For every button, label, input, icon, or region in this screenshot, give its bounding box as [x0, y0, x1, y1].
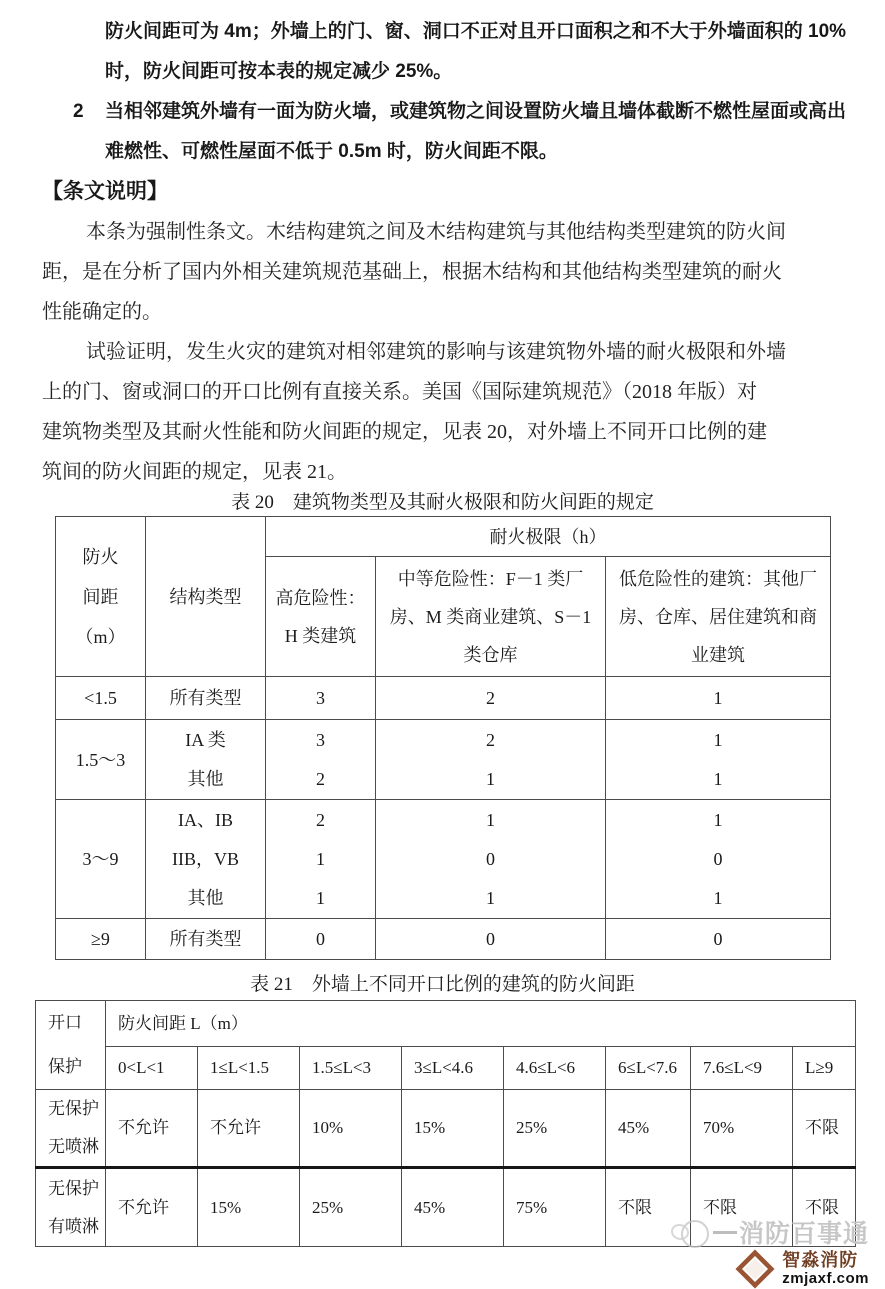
explanation-paragraph-2 [42, 332, 847, 492]
t21-col-header: 1≤L<1.5 [198, 1047, 300, 1090]
t21-col-header: 3≤L<4.6 [402, 1047, 504, 1090]
cell-line: 2 [316, 810, 325, 830]
t20-row-3-9 [56, 800, 831, 919]
cell-line: 1 [713, 730, 723, 750]
t21-cell-value: 25% [300, 1168, 402, 1247]
t21-row-unprotected-unsprinklered [36, 1090, 856, 1168]
header-line: 业建筑 [691, 644, 745, 665]
cell-line: 1 [486, 810, 495, 830]
t21-col-header: 4.6≤L<6 [504, 1047, 606, 1090]
t20-cell-value: 2 [376, 677, 606, 720]
header-line: 开口 [48, 1013, 82, 1032]
t21-header-opening-protection [36, 1001, 106, 1090]
paragraph-line: 上的门、窗或洞口的开口比例有直接关系。美国《国际建筑规范》（2018 年版）对 [42, 381, 757, 403]
header-line: 保护 [48, 1057, 82, 1076]
t21-cell-value: 不允许 [106, 1168, 198, 1247]
t21-cell-value: 45% [606, 1090, 691, 1168]
cell-line: 2 [486, 730, 495, 750]
t20-cell-type: 所有类型 [146, 919, 266, 960]
clause-text-line: 时，防火间距可按本表的规定减少 25%。 [105, 61, 453, 82]
paragraph-line: 距，是在分析了国内外相关建筑规范基础上，根据木结构和其他结构类型建筑的耐火 [42, 261, 782, 283]
mascot-icon [671, 1216, 711, 1248]
t21-cell-value: 75% [504, 1168, 606, 1247]
t21-col-header: 1.5≤L<3 [300, 1047, 402, 1090]
t20-cell-value: 0 [266, 919, 376, 960]
cell-line: 无保护 [48, 1099, 99, 1118]
t21-cell-value: 70% [691, 1090, 793, 1168]
clause-text-line [73, 92, 849, 132]
clause-explanation-heading: 【条文说明】 [42, 180, 168, 203]
cell-line: 0 [713, 849, 723, 869]
t20-cell-distance: <1.5 [56, 677, 146, 720]
table-20-title: 表 20 建筑物类型及其耐火极限和防火间距的规定 [231, 492, 654, 513]
t20-header-structure-type: 结构类型 [146, 517, 266, 677]
t20-cell-value: 3 [266, 677, 376, 720]
t21-header-distance-span: 防火间距 L（m） [106, 1001, 856, 1047]
watermark-site-row [659, 1214, 869, 1250]
t21-col-header: 6≤L<7.6 [606, 1047, 691, 1090]
t21-row-label [36, 1090, 106, 1168]
clause-text: 当相邻建筑外墙有一面为防火墙，或建筑物之间设置防火墙且墙体截断不燃性屋面或高出 [105, 101, 847, 122]
cell-line: 1 [316, 888, 325, 908]
header-line: 类仓库 [463, 644, 518, 665]
t20-cell-value: 1 [606, 677, 831, 720]
cell-line: 1 [713, 888, 723, 908]
cell-line: 1 [713, 810, 723, 830]
t21-cell-value: 25% [504, 1090, 606, 1168]
cell-line: 其他 [187, 888, 224, 908]
header-line: 中等危险性：F－1 类厂 [397, 568, 584, 589]
t20-cell-value [376, 720, 606, 800]
cell-line: IIB，VB [172, 849, 239, 869]
cell-line: IA、IB [178, 810, 233, 830]
table-21-title: 表 21 外墙上不同开口比例的建筑的防火间距 [250, 974, 635, 995]
t21-cell-value: 不限 [793, 1168, 856, 1247]
paragraph-line: 性能确定的。 [42, 301, 162, 323]
brand-logo-icon [736, 1249, 775, 1288]
cell-line: 0 [486, 849, 495, 869]
cell-line: 其他 [187, 769, 224, 789]
t21-cell-value: 10% [300, 1090, 402, 1168]
t21-cell-value: 不允许 [106, 1090, 198, 1168]
clause-item-2 [73, 92, 849, 172]
t21-cell-value: 45% [402, 1168, 504, 1247]
watermark-site-name: 消防百事通 [738, 1220, 869, 1248]
explanation-paragraph-1 [42, 212, 847, 332]
cell-line: 无喷淋 [48, 1137, 99, 1156]
cell-line: 1 [486, 769, 495, 789]
brand-name: 智淼消防 [782, 1250, 859, 1270]
header-line: 高危险性： [275, 587, 366, 608]
t20-cell-type: 所有类型 [146, 677, 266, 720]
t21-col-header: 0<L<1 [106, 1047, 198, 1090]
t21-cell-value: 不限 [691, 1168, 793, 1247]
t20-row-lt1_5 [56, 677, 831, 720]
clause-text-line: 难燃性、可燃性屋面不低于 0.5m 时，防火间距不限。 [105, 141, 558, 162]
t20-row-1_5-3 [56, 720, 831, 800]
clause-text-line: 防火间距可为 4m；外墙上的门、窗、洞口不正对且开口面积之和不大于外墙面积的 10% [105, 21, 847, 42]
paragraph-line: 筑间的防火间距的规定，见表 21。 [42, 461, 347, 483]
t20-row-gte9 [56, 919, 831, 960]
t20-cell-value [606, 800, 831, 919]
brand-text-group [782, 1251, 869, 1287]
header-line: 房、仓库、居住建筑和商 [619, 606, 817, 627]
header-line: 低危险性的建筑：其他厂 [619, 568, 817, 589]
t20-header-medium-hazard [376, 557, 606, 677]
table-21 [35, 1000, 856, 1247]
header-line: H 类建筑 [284, 625, 357, 646]
cell-line: IA 类 [185, 730, 226, 750]
cell-line: 1 [713, 769, 723, 789]
header-line: 房、M 类商业建筑、S－1 [389, 606, 592, 627]
t21-cell-value: 15% [198, 1168, 300, 1247]
clause-item-1-continuation [105, 12, 849, 92]
t20-header-high-hazard [266, 557, 376, 677]
t21-col-header: L≥9 [793, 1047, 856, 1090]
t20-cell-value [266, 720, 376, 800]
t21-col-header: 7.6≤L<9 [691, 1047, 793, 1090]
t20-cell-type [146, 720, 266, 800]
t20-cell-value: 0 [606, 919, 831, 960]
t20-cell-value: 0 [376, 919, 606, 960]
t20-cell-distance: 1.5～3 [56, 720, 146, 800]
cell-line: 有喷淋 [48, 1216, 99, 1236]
mascot-head-shape [681, 1220, 709, 1248]
t20-cell-type [146, 800, 266, 919]
table-20 [55, 516, 831, 960]
header-line: 间距 [82, 586, 119, 607]
paragraph-line: 本条为强制性条文。木结构建筑之间及木结构建筑与其他结构类型建筑的防火间 [86, 221, 786, 243]
t21-cell-value: 不限 [606, 1168, 691, 1247]
t21-cell-value: 15% [402, 1090, 504, 1168]
watermark-brand-row [659, 1251, 869, 1287]
cell-line: 1 [316, 849, 325, 869]
clause-item-number: 2 [73, 101, 84, 122]
t20-cell-distance: 3～9 [56, 800, 146, 919]
cell-line: 2 [316, 769, 325, 789]
header-line: 防火 [82, 546, 119, 567]
t20-cell-value [266, 800, 376, 919]
header-line: （m） [75, 626, 126, 647]
t20-cell-distance: ≥9 [56, 919, 146, 960]
t20-header-low-hazard [606, 557, 831, 677]
document-page [0, 12, 885, 1289]
t20-cell-value [376, 800, 606, 919]
t20-cell-value [606, 720, 831, 800]
cell-line: 1 [486, 888, 495, 908]
paragraph-line: 建筑物类型及其耐火性能和防火间距的规定，见表 20，对外墙上不同开口比例的建 [42, 421, 767, 443]
t20-header-fire-resistance: 耐火极限（h） [266, 517, 831, 557]
t21-row-label [36, 1168, 106, 1247]
brand-url: zmjaxf.com [782, 1270, 869, 1287]
paragraph-line: 试验证明，发生火灾的建筑对相邻建筑的影响与该建筑物外墙的耐火极限和外墙 [86, 341, 786, 363]
cell-line: 3 [316, 730, 325, 750]
t21-cell-value: 不允许 [198, 1090, 300, 1168]
watermark [659, 1214, 869, 1287]
t20-header-fire-distance [56, 517, 146, 677]
watermark-dash [713, 1231, 737, 1234]
t21-cell-value: 不限 [793, 1090, 856, 1168]
cell-line: 无保护 [48, 1178, 99, 1198]
